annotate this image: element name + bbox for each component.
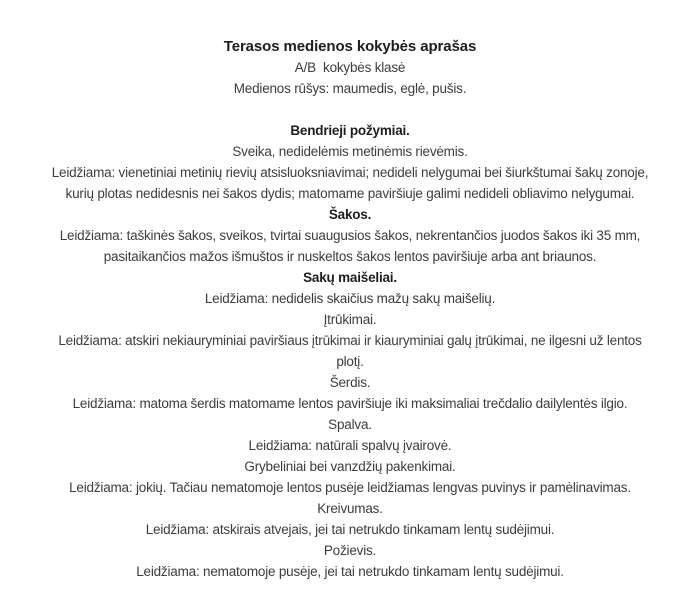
text-line: Požievis. [323,543,377,558]
text-line: Leidžiama: jokių. Tačiau nematomoje lentos pusėje leidžiamas lengvas puvinys ir pamėlinavimas. [69,480,631,495]
text-line: Leidžiama: taškinės šakos, sveikos, tvirtai suaugusios šakos, nekrentančios juodos šakos iki 35 mm, [59,228,641,243]
text-line: plotį. [336,354,364,369]
text-line: Leidžiama: atskirais atvejais, jei tai netrukdo tinkamam lentų sudėjimui. [145,522,555,537]
text-line: pasitaikančios mažos išmuštos ir nuskeltos šakos lentos paviršiuje arba ant briaunos. [103,249,597,264]
text-line: Šerdis. [329,375,371,390]
text-line: Grybeliniai bei vanzdžių pakenkimai. [244,459,456,474]
text-line: Leidžiama: natūrali spalvų įvairovė. [248,438,452,453]
text-line: Leidžiama: nematomoje pusėje, jei tai netrukdo tinkamam lentų sudėjimui. [136,564,564,579]
section-heading: Bendrieji požymiai. [290,123,410,138]
text-line: A/B kokybės klasė [294,60,406,75]
document-title: Terasos medienos kokybės aprašas [223,38,477,55]
section-heading: Šakos. [328,207,372,222]
text-line: kurių plotas nedidesnis nei šakos dydis; matomame paviršiuje galimi nedideli obliavimo nelygumai. [65,186,635,201]
text-line: Spalva. [328,417,372,432]
text-line: Kreivumas. [317,501,383,516]
text-line: Leidžiama: nedidelis skaičius mažų sakų maišelių. [204,291,496,306]
section-heading: Sakų maišeliai. [303,270,397,285]
text-line: Leidžiama: atskiri nekiauryminiai paviršiaus įtrūkimai ir kiauryminiai galų įtrūkimai, ne ilgesni už lentos [58,333,642,348]
text-line: Sveika, nedidelėmis metinėmis rievėmis. [232,144,468,159]
blank-line [0,99,700,120]
text-line: Leidžiama: vienetiniai metinių rievių atsisluoksniavimai; nedideli nelygumai bei šiurkštumai šakų zonoje, [51,165,649,180]
text-line: Medienos rūšys: maumedis, eglė, pušis. [233,81,467,96]
text-line: Įtrūkimai. [323,312,377,327]
text-line: Leidžiama: matoma šerdis matomame lentos paviršiuje iki maksimaliai trečdalio dailylentės ilgio. [72,396,628,411]
